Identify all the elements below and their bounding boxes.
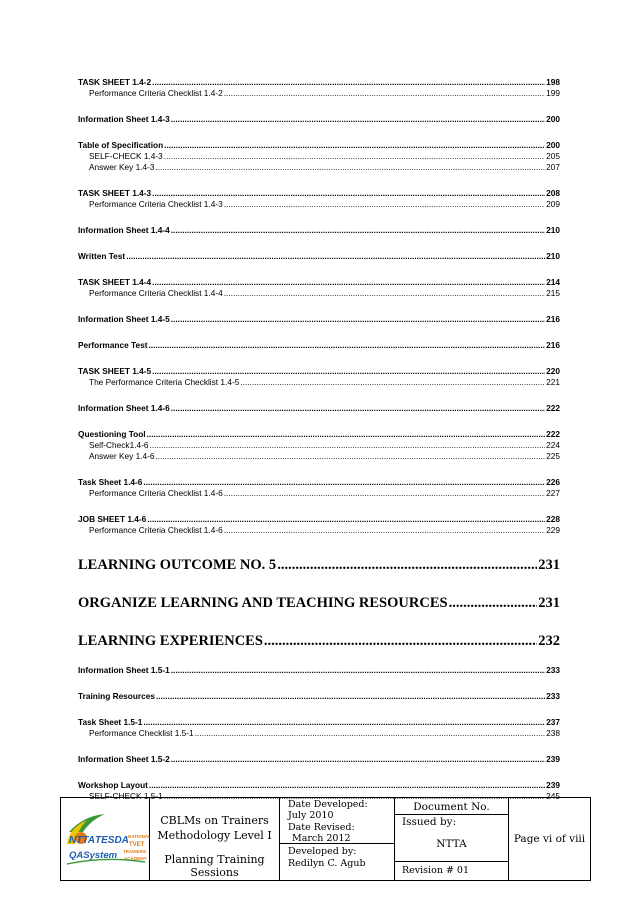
dot-leader <box>264 632 537 650</box>
date-developed-label: Date Developed: <box>288 799 368 810</box>
toc-entry-title: TASK SHEET 1.4-5 <box>78 366 152 376</box>
toc-entry-title: Questioning Tool <box>78 429 146 439</box>
toc-entry-title: TASK SHEET 1.4-4 <box>78 277 152 287</box>
toc-entry[interactable] <box>78 114 560 125</box>
dot-leader <box>449 594 538 612</box>
issued-by: NTTA <box>436 838 467 850</box>
dot-leader <box>156 691 545 702</box>
dot-leader <box>224 199 545 210</box>
toc-entry-page: 228 <box>546 514 560 524</box>
toc-entry-title: Information Sheet 1.4-6 <box>78 403 170 413</box>
toc-entry-page: 221 <box>546 377 560 387</box>
toc-entry-title: TASK SHEET 1.4-3 <box>78 188 152 198</box>
dot-leader <box>155 162 545 173</box>
developed-by: Redilyn C. Agub <box>288 858 366 869</box>
toc-entry-title: Answer Key 1.4-3 <box>89 162 155 172</box>
toc-entry[interactable] <box>78 451 560 462</box>
dot-leader <box>164 151 545 162</box>
toc-entry-page: 233 <box>546 665 560 675</box>
toc-entry-title: SELF-CHECK 1.4-3 <box>89 151 163 161</box>
toc-entry[interactable] <box>78 251 560 262</box>
toc-entry-page: 200 <box>546 114 560 124</box>
toc-entry-page: 232 <box>538 633 560 649</box>
toc-entry-title: Table of Specification <box>78 140 164 150</box>
dot-leader <box>152 366 545 377</box>
document-footer-table <box>60 797 591 881</box>
toc-entry-page: 226 <box>546 477 560 487</box>
toc-entry-title: Information Sheet 1.4-3 <box>78 114 170 124</box>
dot-leader <box>171 403 545 414</box>
toc-entry-page: 220 <box>546 366 560 376</box>
toc-entry-title: TASK SHEET 1.4-2 <box>78 77 152 87</box>
toc-entry-page: 198 <box>546 77 560 87</box>
toc-entry-title: The Performance Criteria Checklist 1.4-5 <box>89 377 240 387</box>
toc-entry-title: Workshop Layout <box>78 780 148 790</box>
document-no-label: Document No. <box>413 801 490 813</box>
toc-entry[interactable] <box>78 288 560 299</box>
module-line-1: Planning Training <box>164 853 265 866</box>
logo-text-qasystem: QASystem <box>69 850 118 861</box>
toc-entry-page: 209 <box>546 199 560 209</box>
dot-leader <box>224 88 545 99</box>
toc-entry[interactable] <box>78 440 560 451</box>
toc-entry-title: Performance Criteria Checklist 1.4-6 <box>89 525 223 535</box>
toc-entry[interactable] <box>78 403 560 414</box>
toc-entry-page: 205 <box>546 151 560 161</box>
dot-leader <box>152 77 545 88</box>
toc-entry[interactable] <box>78 594 560 612</box>
logo-text-academy: ACADEMY <box>124 856 147 861</box>
dot-leader <box>150 440 546 451</box>
table-of-contents <box>78 77 560 802</box>
dot-leader <box>126 251 545 262</box>
toc-entry[interactable] <box>78 377 560 388</box>
toc-entry-page: 210 <box>546 225 560 235</box>
issued-by-label: Issued by: <box>402 816 457 828</box>
toc-entry-page: 208 <box>546 188 560 198</box>
logo-text-ntta: NTTA <box>69 835 95 846</box>
date-developed: July 2010 <box>288 810 334 821</box>
toc-entry-page: 233 <box>546 691 560 701</box>
developed-by-label: Developed by: <box>288 846 357 857</box>
dot-leader <box>149 780 545 791</box>
dates-cell <box>280 798 395 880</box>
dot-leader <box>152 188 545 199</box>
dot-leader <box>171 665 545 676</box>
toc-entry-page: 214 <box>546 277 560 287</box>
toc-entry-page: 229 <box>546 525 560 535</box>
toc-entry[interactable] <box>78 477 560 488</box>
toc-entry-page: 207 <box>546 162 560 172</box>
revision: Revision # 01 <box>402 865 470 876</box>
toc-entry[interactable] <box>78 488 560 499</box>
toc-entry[interactable] <box>78 514 560 525</box>
toc-entry-page: 222 <box>546 403 560 413</box>
toc-entry-title: Task Sheet 1.4-6 <box>78 477 143 487</box>
toc-entry[interactable] <box>78 728 560 739</box>
toc-entry[interactable] <box>78 151 560 162</box>
toc-entry[interactable] <box>78 277 560 288</box>
toc-entry-page: 231 <box>538 557 560 573</box>
toc-entry-page: 237 <box>546 717 560 727</box>
dot-leader <box>171 314 545 325</box>
toc-entry[interactable] <box>78 754 560 765</box>
date-revised: March 2012 <box>292 833 351 844</box>
toc-entry-page: 227 <box>546 488 560 498</box>
toc-entry-page: 239 <box>546 780 560 790</box>
dot-leader <box>143 477 545 488</box>
ntta-tesda-logo <box>61 798 150 880</box>
toc-entry-page: 238 <box>546 728 560 738</box>
page-number: Page vi of viii <box>513 833 586 845</box>
toc-entry[interactable] <box>78 665 560 676</box>
toc-entry[interactable] <box>78 717 560 728</box>
dot-leader <box>171 114 545 125</box>
course-line-1: CBLMs on Trainers <box>160 814 269 827</box>
dot-leader <box>155 451 545 462</box>
toc-entry-title: Performance Criteria Checklist 1.4-3 <box>89 199 223 209</box>
dot-leader <box>224 525 545 536</box>
toc-entry-title: Task Sheet 1.5-1 <box>78 717 143 727</box>
toc-entry-page: 224 <box>546 440 560 450</box>
date-revised-label: Date Revised: <box>288 822 355 833</box>
toc-entry-title: Self-Check1.4-6 <box>89 440 149 450</box>
toc-entry-title: Performance Checklist 1.5-1 <box>89 728 194 738</box>
toc-entry-page: 239 <box>546 754 560 764</box>
toc-entry-title: ORGANIZE LEARNING AND TEACHING RESOURCES <box>78 595 448 611</box>
toc-entry-page: 200 <box>546 140 560 150</box>
page-number-cell <box>509 798 590 880</box>
toc-entry-title: Performance Criteria Checklist 1.4-4 <box>89 288 223 298</box>
toc-entry[interactable] <box>78 188 560 199</box>
logo-text-tvet: TVET <box>129 842 145 848</box>
toc-entry-page: 222 <box>546 429 560 439</box>
toc-entry-page: 210 <box>546 251 560 261</box>
toc-entry[interactable] <box>78 525 560 536</box>
course-title-cell <box>150 798 280 880</box>
dot-leader <box>147 429 546 440</box>
toc-entry-title: LEARNING EXPERIENCES <box>78 633 263 649</box>
toc-entry[interactable] <box>78 691 560 702</box>
toc-entry-title: Information Sheet 1.4-4 <box>78 225 170 235</box>
dot-leader <box>171 754 545 765</box>
toc-entry[interactable] <box>78 780 560 791</box>
toc-entry[interactable] <box>78 162 560 173</box>
toc-entry[interactable] <box>78 429 560 440</box>
toc-entry-title: Information Sheet 1.4-5 <box>78 314 170 324</box>
toc-entry[interactable] <box>78 632 560 650</box>
logo-graphic <box>61 798 150 880</box>
toc-entry-title: SELF-CHECK 1.5-1 <box>89 791 163 801</box>
module-line-2: Sessions <box>190 866 239 879</box>
document-info-cell <box>395 798 509 880</box>
toc-entry[interactable] <box>78 314 560 325</box>
toc-entry-title: Information Sheet 1.5-2 <box>78 754 170 764</box>
dot-leader <box>148 340 545 351</box>
toc-entry-title: JOB SHEET 1.4-6 <box>78 514 147 524</box>
toc-entry-page: 225 <box>546 451 560 461</box>
toc-entry[interactable] <box>78 366 560 377</box>
dot-leader <box>224 488 545 499</box>
toc-entry-title: LEARNING OUTCOME NO. 5 <box>78 557 277 573</box>
toc-entry[interactable] <box>78 88 560 99</box>
toc-entry-page: 216 <box>546 340 560 350</box>
dot-leader <box>195 728 545 739</box>
course-line-2: Methodology Level I <box>157 829 272 842</box>
toc-entry-title: Written Test <box>78 251 126 261</box>
toc-entry-title: Performance Criteria Checklist 1.4-6 <box>89 488 223 498</box>
toc-entry[interactable] <box>78 140 560 151</box>
toc-entry-page: 215 <box>546 288 560 298</box>
logo-text-national: NATIONAL <box>128 834 150 839</box>
toc-entry-title: Performance Criteria Checklist 1.4-2 <box>89 88 223 98</box>
toc-entry[interactable] <box>78 199 560 210</box>
toc-entry[interactable] <box>78 556 560 574</box>
dot-leader <box>143 717 545 728</box>
toc-entry-page: 245 <box>546 791 560 801</box>
toc-entry-page: 231 <box>538 595 560 611</box>
toc-entry-title: Information Sheet 1.5-1 <box>78 665 170 675</box>
toc-entry-page: 199 <box>546 88 560 98</box>
toc-entry-title: Answer Key 1.4-6 <box>89 451 155 461</box>
toc-entry[interactable] <box>78 340 560 351</box>
dot-leader <box>240 377 545 388</box>
toc-entry-title: Training Resources <box>78 691 156 701</box>
toc-entry[interactable] <box>78 225 560 236</box>
dot-leader <box>152 277 545 288</box>
dot-leader <box>171 225 545 236</box>
dot-leader <box>224 288 545 299</box>
dot-leader <box>277 556 537 574</box>
dot-leader <box>147 514 545 525</box>
dot-leader <box>164 140 545 151</box>
toc-entry-title: Performance Test <box>78 340 148 350</box>
toc-entry-page: 216 <box>546 314 560 324</box>
toc-entry[interactable] <box>78 77 560 88</box>
logo-text-tesda: TESDA <box>95 835 129 846</box>
logo-text-trainers: TRAINERS <box>123 849 147 854</box>
